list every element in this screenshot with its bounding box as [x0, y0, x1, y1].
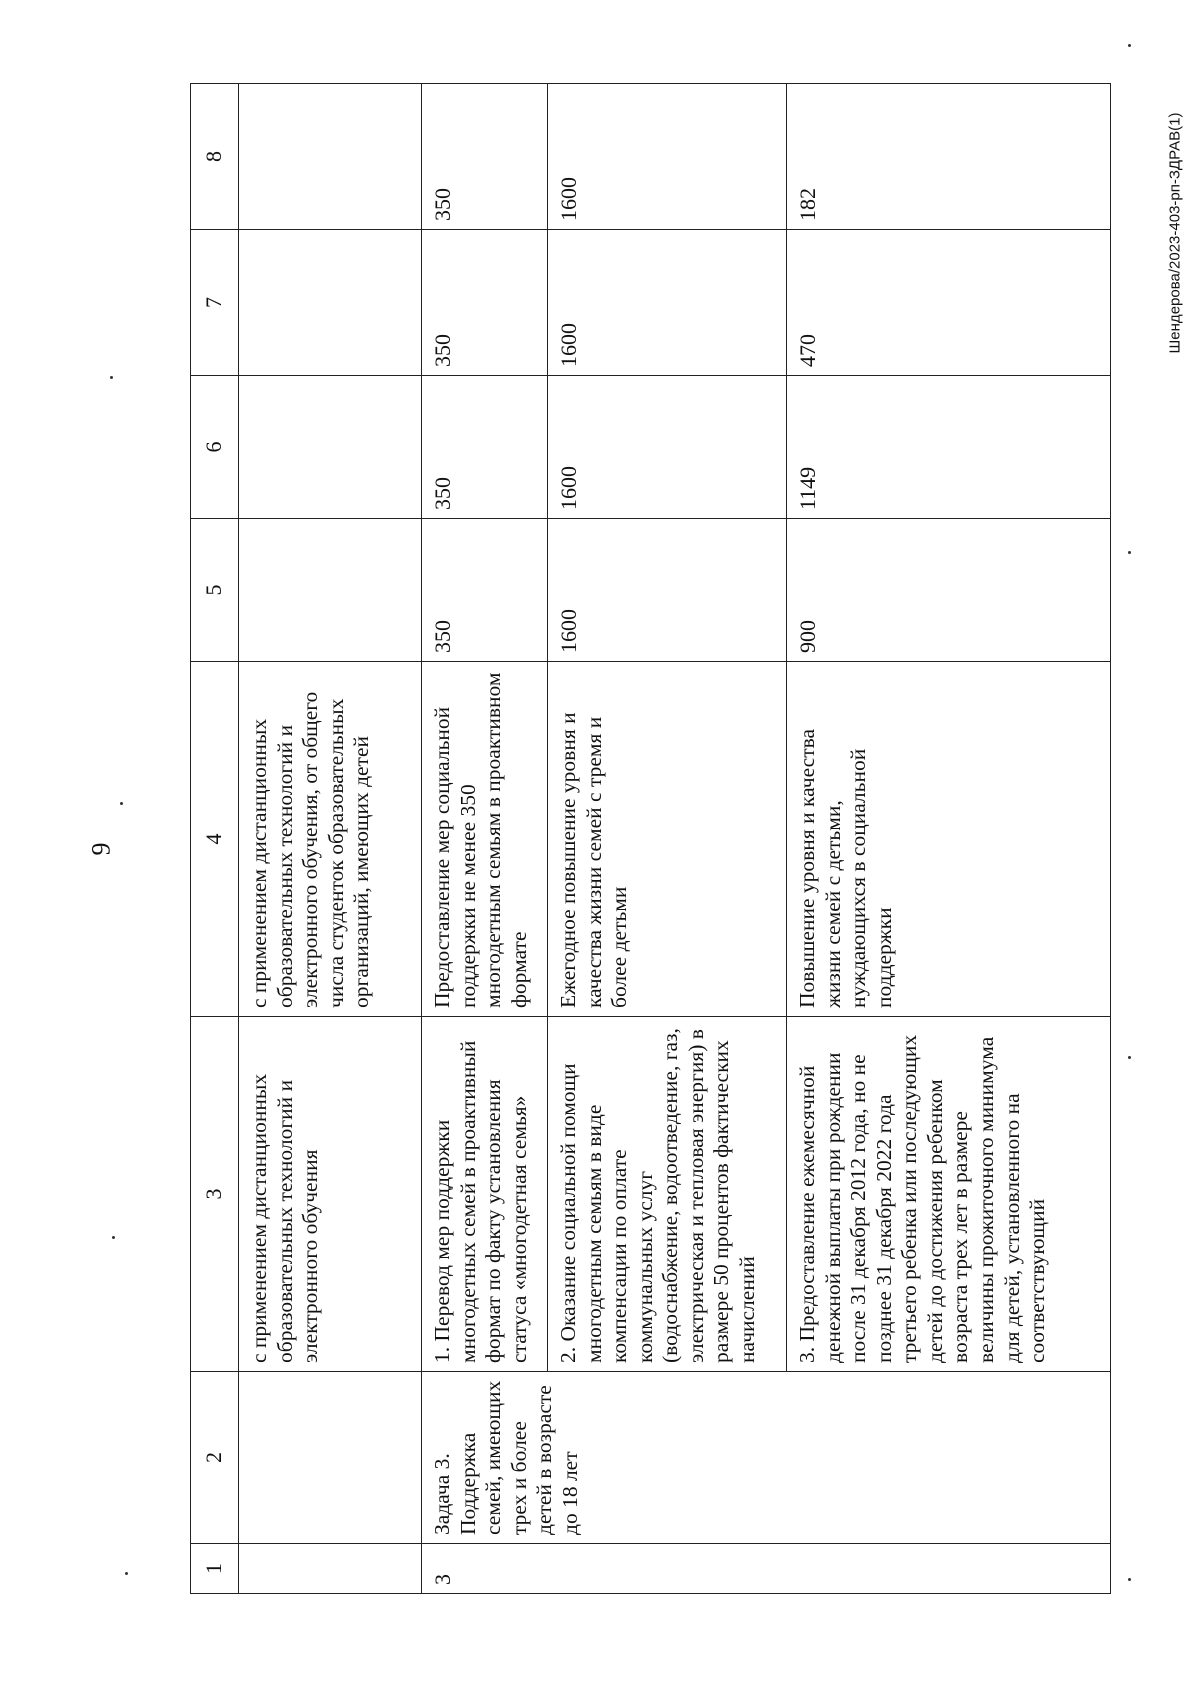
continued-measure-cell: с применением дистанционных образовательных технологий и электронного обучения: [239, 1017, 422, 1372]
measure-result-cell: Повышение уровня и качества жизни семей с детьми, нуждающихся в социальной поддержки: [787, 662, 1111, 1017]
scan-speck: [112, 1236, 115, 1239]
continued-cell-7: [239, 230, 422, 376]
header-row: [191, 84, 239, 1594]
measure-text-cell: 3. Предоставление ежемесячной денежной выплаты при рождении после 31 декабря 2012 года, но не позднее 31 декабря 2022 года третьего ребенка или последующих детей до достижения ребенком возраста трех лет в размере величины прожиточного минимума для детей, установленного на соответствующий: [787, 1017, 1111, 1372]
continued-cell-6: [239, 376, 422, 519]
measure-result-cell: Ежегодное повышение уровня и качества жизни семей с тремя и более детьми: [548, 662, 787, 1017]
task-description-cell: Задача 3. Поддержка семей, имеющих трех и более детей в возрасте до 18 лет: [422, 1372, 1111, 1544]
measure-text-cell: 2. Оказание социальной помощи многодетным семьям в виде компенсации по оплате коммунальных услуг (водоснабжение, водоотведение, газ, электрическая и тепловая энергия) в размере 50 процентов фактических начислений: [548, 1017, 787, 1372]
header-cell-3: 3: [191, 1017, 239, 1372]
value-cell-c6: 350: [422, 376, 548, 519]
continued-result-cell: с применением дистанционных образовательных технологий и электронного обучения, от общего числа студенток образовательных организаций, имеющих детей: [239, 662, 422, 1017]
program-table: [190, 83, 1111, 1594]
scan-speck: [1128, 1056, 1131, 1059]
value-cell-c5: 900: [787, 519, 1111, 662]
measure-text-cell: 1. Перевод мер поддержки многодетных семей в проактивный формат по факту установления статуса «многодетная семья»: [422, 1017, 548, 1372]
value-cell-c5: 1600: [548, 519, 787, 662]
scan-speck: [110, 376, 113, 379]
header-cell-1: 1: [191, 1544, 239, 1594]
continued-row: [239, 84, 422, 1594]
measure-row-1: [422, 84, 548, 1594]
scan-speck: [1128, 44, 1131, 47]
page-number: 9: [86, 842, 116, 856]
measure-result-cell: Предоставление мер социальной поддержки не менее 350 многодетным семьям в проактивном формате: [422, 662, 548, 1017]
value-cell-c5: 350: [422, 519, 548, 662]
measure-row-2: [548, 84, 787, 1594]
measure-row-3: [787, 84, 1111, 1594]
header-cell-4: 4: [191, 662, 239, 1017]
value-cell-c8: 182: [787, 84, 1111, 230]
scan-speck: [125, 1572, 128, 1575]
continued-cell-8: [239, 84, 422, 230]
task-number-cell: 3: [422, 1544, 1111, 1594]
scan-speck: [1128, 1578, 1131, 1581]
continued-cell-1: [239, 1544, 422, 1594]
header-cell-8: 8: [191, 84, 239, 230]
header-cell-6: 6: [191, 376, 239, 519]
value-cell-c7: 470: [787, 230, 1111, 376]
continued-cell-5: [239, 519, 422, 662]
value-cell-c8: 350: [422, 84, 548, 230]
rotated-table-container: [190, 84, 1110, 1594]
value-cell-c6: 1600: [548, 376, 787, 519]
header-cell-5: 5: [191, 519, 239, 662]
value-cell-c7: 350: [422, 230, 548, 376]
value-cell-c8: 1600: [548, 84, 787, 230]
scan-speck: [1128, 551, 1131, 554]
scan-speck: [120, 802, 123, 805]
header-cell-2: 2: [191, 1372, 239, 1544]
document-id: Шендерова/2023-403-рп-ЗДРАВ(1): [1166, 112, 1184, 354]
value-cell-c6: 1149: [787, 376, 1111, 519]
value-cell-c7: 1600: [548, 230, 787, 376]
header-cell-7: 7: [191, 230, 239, 376]
continued-cell-2: [239, 1372, 422, 1544]
